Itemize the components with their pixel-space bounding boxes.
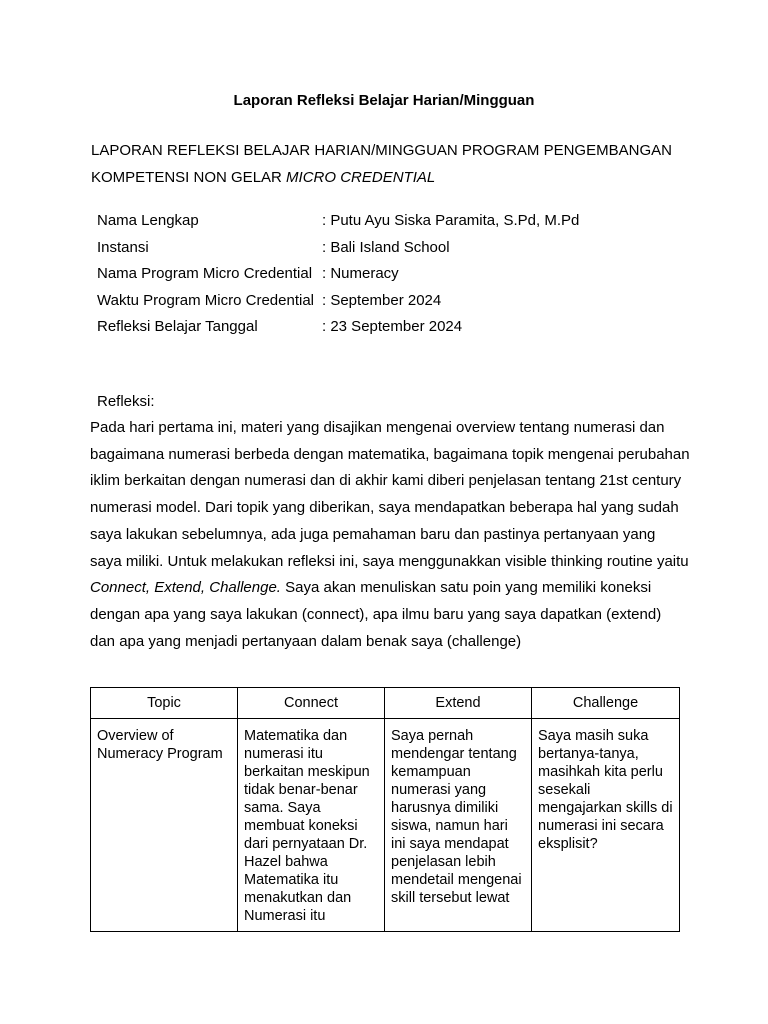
- reflection-italic-text: Connect, Extend, Challenge.: [90, 579, 281, 597]
- cell-challenge: Saya masih suka bertanya-tanya, masihkah kita perlu sesekali mengajarkan skills di numerasi ini secara eksplisit?: [532, 719, 680, 932]
- reflection-table: [90, 687, 680, 932]
- heading-text: LAPORAN REFLEKSI BELAJAR HARIAN/MINGGUAN PROGRAM PENGEMBANGAN KOMPETENSI NON GELAR: [91, 142, 672, 186]
- info-label: Nama Program Micro Credential: [97, 265, 313, 282]
- info-row-reflection-date: [97, 314, 579, 341]
- document-title: Laporan Refleksi Belajar Harian/Mingguan: [233, 92, 535, 109]
- info-label: Nama Lengkap: [97, 212, 199, 229]
- info-value: : Bali Island School: [322, 238, 450, 256]
- report-heading: [91, 137, 691, 191]
- info-label: Waktu Program Micro Credential: [97, 291, 315, 309]
- reflection-body: [90, 415, 690, 655]
- table-header-row: [91, 688, 680, 719]
- info-row-name: [97, 208, 579, 235]
- info-label: Instansi: [97, 238, 149, 256]
- info-value: : Putu Ayu Siska Paramita, S.Pd, M.Pd: [322, 212, 580, 229]
- column-header-extend: Extend: [385, 688, 532, 719]
- column-header-challenge: Challenge: [532, 688, 680, 719]
- reflection-text-part2: Saya akan menuliskan satu poin yang memiliki koneksi dengan apa yang saya lakukan (connect), apa ilmu baru yang saya dapatkan (extend) dan apa yang menjadi pertanyaan dalam benak saya (challenge): [90, 579, 662, 650]
- info-row-institution: [97, 235, 579, 262]
- info-row-program-time: [97, 288, 579, 315]
- info-row-program: [97, 261, 579, 288]
- cell-extend: Saya pernah mendengar tentang kemampuan numerasi yang harusnya dimiliki siswa, namun hari ini saya mendapat penjelasan lebih mendetail mengenai skill tersebut lewat: [385, 719, 532, 932]
- info-value: : September 2024: [322, 291, 442, 309]
- column-header-connect: Connect: [238, 688, 385, 719]
- reflection-label: Refleksi:: [97, 393, 155, 410]
- info-label: Refleksi Belajar Tanggal: [97, 318, 258, 335]
- identity-info: [97, 208, 579, 341]
- info-value: : 23 September 2024: [322, 318, 463, 335]
- heading-italic-text: MICRO CREDENTIAL: [286, 169, 436, 186]
- column-header-topic: Topic: [91, 688, 238, 719]
- reflection-text-part1: Pada hari pertama ini, materi yang disajikan mengenai overview tentang numerasi dan bagaimana numerasi berbeda dengan matematika, bagaimana topik mengenai perubahan iklim berkaitan dengan numerasi dan di akhir kami diberi penjelasan tentang 21st century numerasi model. Dari topik yang diberikan, saya mendapatkan beberapa hal yang sudah saya lakukan sebelumnya, ada juga pemahaman baru dan pastinya pertanyaan yang saya miliki. Untuk melakukan refleksi ini, saya menggunakkan visible thinking routine yaitu: [90, 419, 690, 570]
- info-value: : Numeracy: [322, 265, 399, 282]
- table-row: [91, 719, 680, 932]
- cell-connect: Matematika dan numerasi itu berkaitan meskipun tidak benar-benar sama. Saya membuat koneksi dari pernyataan Dr. Hazel bahwa Matematika itu menakutkan dan Numerasi itu: [238, 719, 385, 932]
- cell-topic: Overview of Numeracy Program: [91, 719, 238, 932]
